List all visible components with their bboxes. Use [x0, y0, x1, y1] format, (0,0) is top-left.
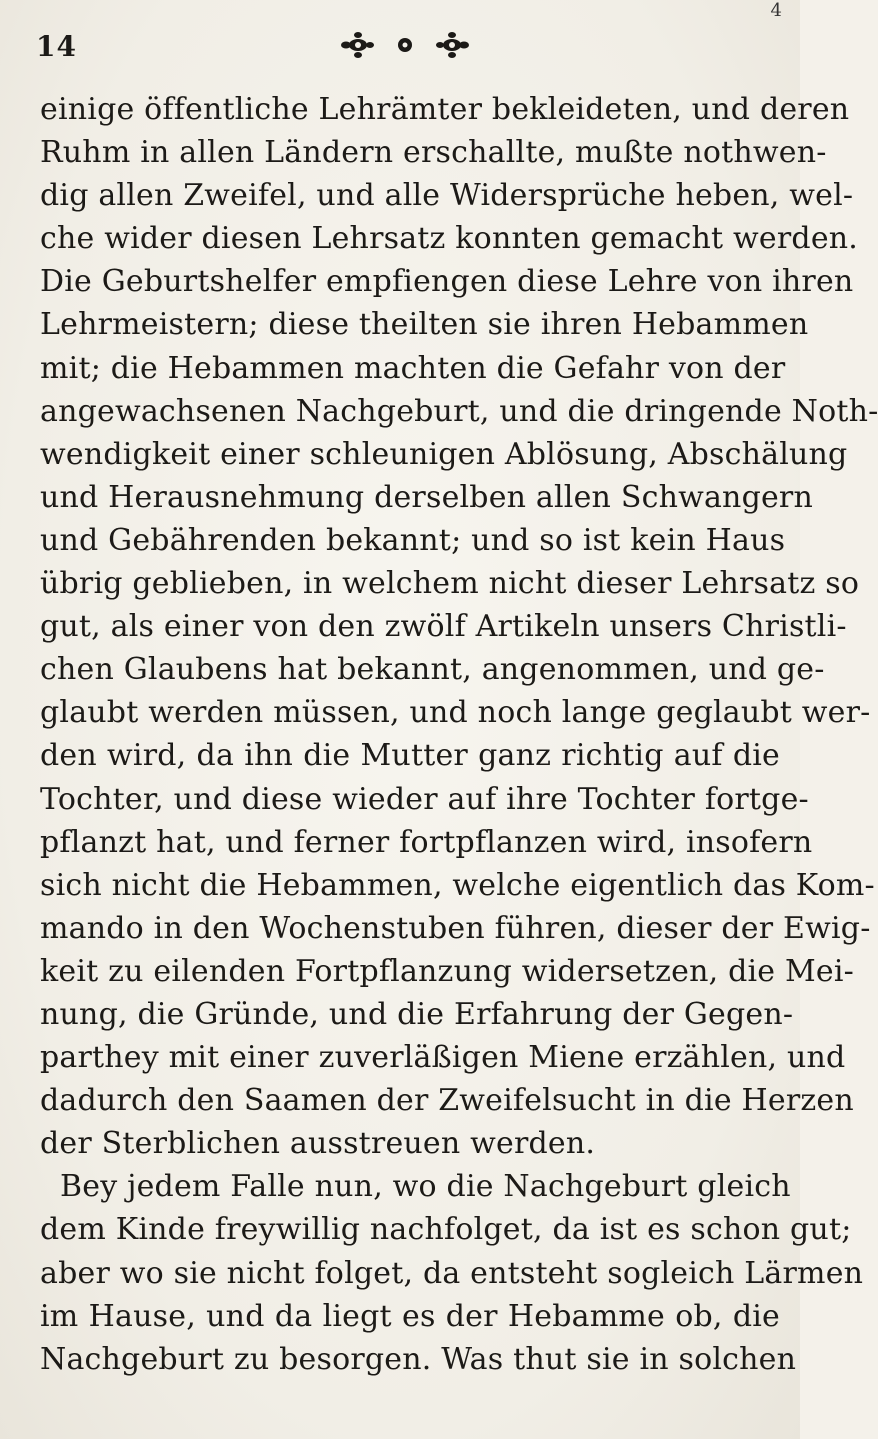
text-line: gut, als einer von den zwölf Artikeln unsers Christli-: [40, 609, 847, 645]
text-line: sich nicht die Hebammen, welche eigentlich das Kom-: [40, 867, 875, 903]
text-line: im Hause, und da liegt es der Hebamme ob, die: [40, 1298, 780, 1334]
text-line: chen Glaubens hat bekannt, angenommen, und ge-: [40, 652, 825, 688]
text-line: Lehrmeistern; diese theilten sie ihren Hebammen: [40, 307, 809, 343]
text-line: dig allen Zweifel, und alle Widersprüche heben, wel-: [40, 178, 854, 214]
text-line: der Sterblichen ausstreuen werden.: [40, 1126, 596, 1162]
text-line: mit; die Hebammen machten die Gefahr von der: [40, 350, 786, 386]
text-line: Die Geburtshelfer empfiengen diese Lehre von ihren: [40, 264, 854, 300]
text-line: glaubt werden müssen, und noch lange geglaubt wer-: [40, 695, 871, 731]
text-line: aber wo sie nicht folget, da entsteht sogleich Lärmen: [40, 1255, 864, 1291]
text-line: und Gebährenden bekannt; und so ist kein Haus: [40, 522, 786, 558]
corner-mark: 4: [770, 0, 782, 21]
text-line: mando in den Wochenstuben führen, dieser der Ewig-: [40, 910, 871, 946]
text-line: pflanzt hat, und ferner fortpflanzen wird, insofern: [40, 824, 813, 860]
text-line: Tochter, und diese wieder auf ihre Tochter fortge-: [40, 781, 809, 817]
text-line: keit zu eilenden Fortpflanzung widersetzen, die Mei-: [40, 953, 854, 989]
text-line: Bey jedem Falle nun, wo die Nachgeburt gleich: [60, 1169, 791, 1205]
text-line: nung, die Gründe, und die Erfahrung der Gegen-: [40, 996, 794, 1032]
text-line: dadurch den Saamen der Zweifelsucht in die Herzen: [40, 1083, 854, 1119]
page-number: 14: [36, 30, 77, 63]
body-text: [40, 88, 878, 1381]
text-line: Nachgeburt zu besorgen. Was thut sie in solchen: [40, 1341, 797, 1377]
text-line: Ruhm in allen Ländern erschallte, mußte nothwen-: [40, 135, 827, 171]
text-line: und Herausnehmung derselben allen Schwangern: [40, 479, 813, 515]
ornament-fleurons-icon: [330, 28, 480, 62]
text-line: parthey mit einer zuverläßigen Miene erzählen, und: [40, 1040, 846, 1076]
text-line: einige öffentliche Lehrämter bekleideten, und deren: [40, 92, 850, 127]
text-line: übrig geblieben, in welchem nicht dieser Lehrsatz so: [40, 566, 860, 602]
text-line: wendigkeit einer schleunigen Ablösung, Abschälung: [40, 436, 848, 472]
text-line: dem Kinde freywillig nachfolget, da ist es schon gut;: [40, 1212, 852, 1248]
text-line: che wider diesen Lehrsatz konnten gemacht werden.: [40, 221, 859, 257]
text-line: angewachsenen Nachgeburt, und die dringende Noth-: [40, 393, 878, 429]
text-line: den wird, da ihn die Mutter ganz richtig auf die: [40, 738, 780, 774]
